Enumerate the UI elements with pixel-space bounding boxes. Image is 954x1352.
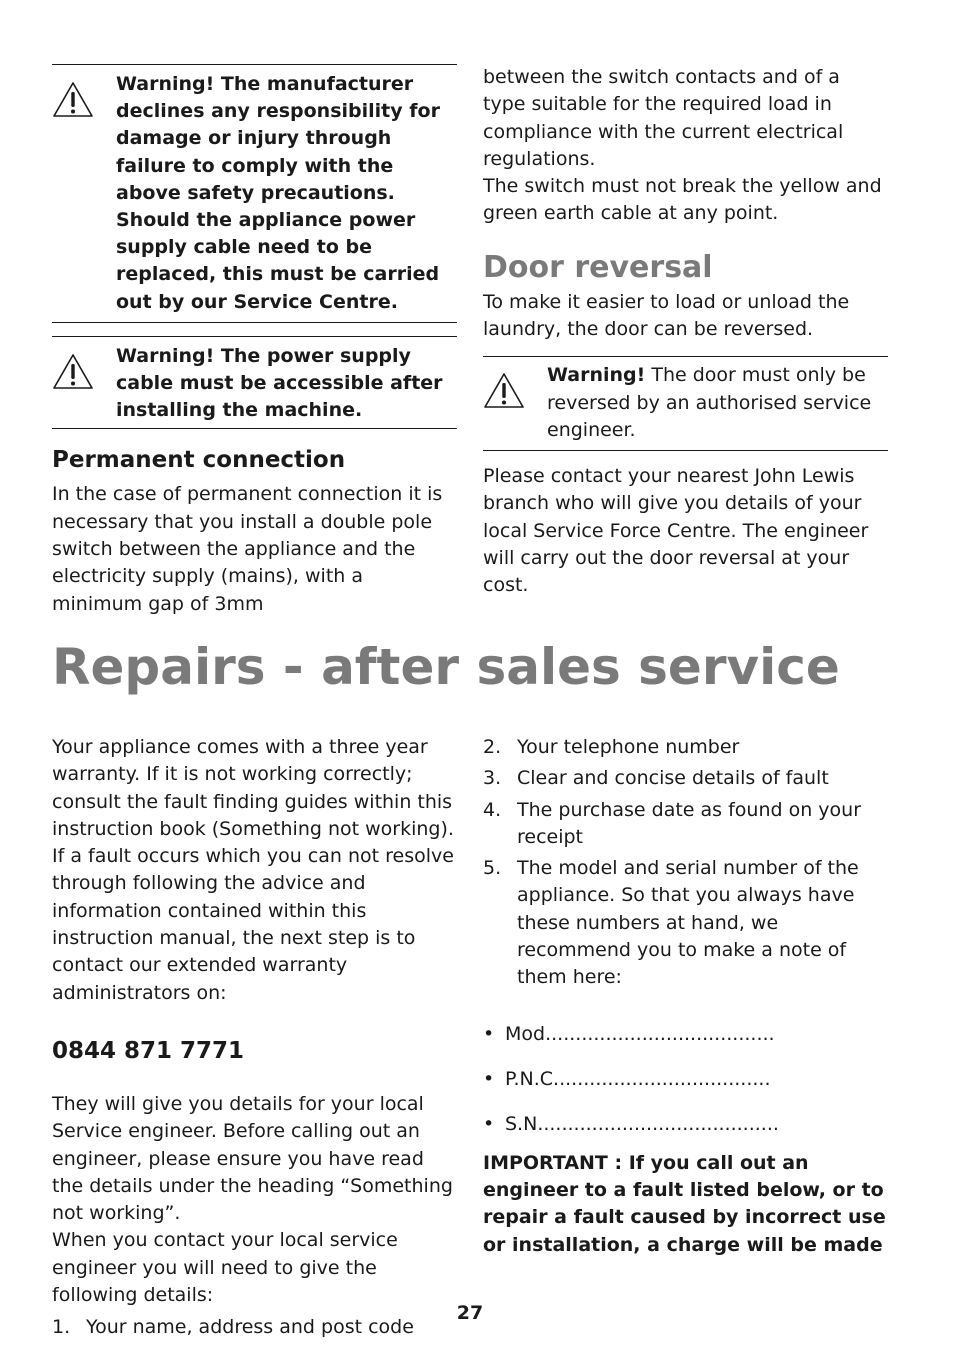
left-column-top — [52, 64, 457, 618]
pnc-field — [483, 1066, 893, 1093]
warning-triangle-icon — [52, 353, 96, 393]
list-item-number: 4. — [483, 798, 502, 821]
field-text: Mod...................................... — [505, 1022, 775, 1045]
earth-cable-text: The switch must not break the yellow and green earth cable at any point. — [483, 175, 882, 225]
left-column-bottom — [52, 734, 460, 1342]
permanent-connection-body: In the case of permanent connection it is necessary that you install a double pole switch between the appliance and the electricity supply (mains), with a minimum gap of 3mm — [52, 483, 443, 615]
warning-text: Warning! The power supply cable must be accessible after installing the machine. — [116, 344, 443, 422]
list-item-text: Your name, address and post code — [86, 1316, 414, 1339]
door-reversal-contact: Please contact your nearest John Lewis branch who will give you details of your local Service Force Centre. The engineer will carry out the door reversal at your cost. — [483, 464, 869, 597]
list-item-number: 1. — [52, 1316, 71, 1339]
list-item — [483, 855, 893, 991]
warning-label: Warning! — [547, 364, 646, 387]
warning-triangle-icon — [52, 81, 96, 121]
model-serial-fields — [483, 1021, 893, 1138]
bullet: • — [483, 1022, 495, 1045]
warranty-intro: Your appliance comes with a three year warranty. If it is not working correctly; consult the fault finding guides within this instruction book (Something not working). If a fault occurs which you can not resolve through following the advice and information contained within this instruction manual, the next step is to contact our extended warranty administrators on: — [52, 736, 454, 1004]
list-item-text: Clear and concise details of fault — [517, 767, 829, 790]
contact-details-intro: When you contact your local service engineer you will need to give the following details: — [52, 1229, 398, 1307]
list-item — [483, 734, 893, 761]
warning-text-line: Should the appliance power supply cable need to be replaced, this must be carried out by our Service Centre. — [116, 209, 440, 313]
warranty-phone-number: 0844 871 7771 — [52, 1037, 245, 1064]
warning-text — [116, 71, 457, 316]
serial-number-field — [483, 1111, 893, 1138]
list-item-text: The model and serial number of the appliance. So that you always have these numbers at hand, we recommend you to make a note of them here: — [517, 857, 859, 989]
right-column-bottom — [483, 734, 893, 1259]
field-text: P.N.C.................................... — [505, 1067, 771, 1090]
warning-text-line: Warning! The manufacturer declines any responsibility for damage or injury through failure to comply with the above safety precautions. — [116, 73, 440, 204]
list-item-text: Your telephone number — [517, 736, 740, 758]
list-item-number: 2. — [483, 736, 502, 758]
warning-block-power-cable — [52, 336, 457, 430]
page-number: 27 — [456, 1302, 484, 1324]
warning-block-door — [483, 356, 888, 451]
warning-text-line: The door must only be reversed by an authorised service engineer. — [547, 364, 872, 441]
list-item — [483, 797, 893, 852]
page-title: Repairs - after sales service — [52, 638, 840, 696]
bullet: • — [483, 1112, 495, 1135]
door-reversal-heading: Door reversal — [483, 249, 713, 285]
list-item-number: 3. — [483, 767, 502, 790]
warning-block-manufacturer — [52, 64, 457, 323]
important-notice: IMPORTANT : If you call out an engineer to a fault listed below, or to repair a fault caused by incorrect use or installation, a charge will be made — [483, 1151, 886, 1256]
right-column-top — [483, 64, 888, 599]
details-list-continued — [483, 734, 893, 992]
service-engineer-details: They will give you details for your local Service engineer. Before calling out an engineer, please ensure you have read the details under the heading “Something not working”. — [52, 1092, 453, 1225]
list-item-text: The purchase date as found on your receipt — [517, 798, 862, 848]
field-text: S.N........................................ — [505, 1112, 779, 1135]
list-item — [483, 765, 893, 792]
switch-contacts-text: between the switch contacts and of a type suitable for the required load in compliance with the current electrical regulations. — [483, 66, 844, 170]
door-reversal-body: To make it easier to load or unload the laundry, the door can be reversed. — [483, 290, 850, 341]
bullet: • — [483, 1067, 495, 1090]
permanent-connection-heading: Permanent connection — [52, 447, 346, 474]
warning-text — [547, 362, 888, 444]
warning-triangle-icon — [483, 372, 527, 412]
list-item-number: 5. — [483, 857, 502, 880]
model-field — [483, 1021, 893, 1048]
